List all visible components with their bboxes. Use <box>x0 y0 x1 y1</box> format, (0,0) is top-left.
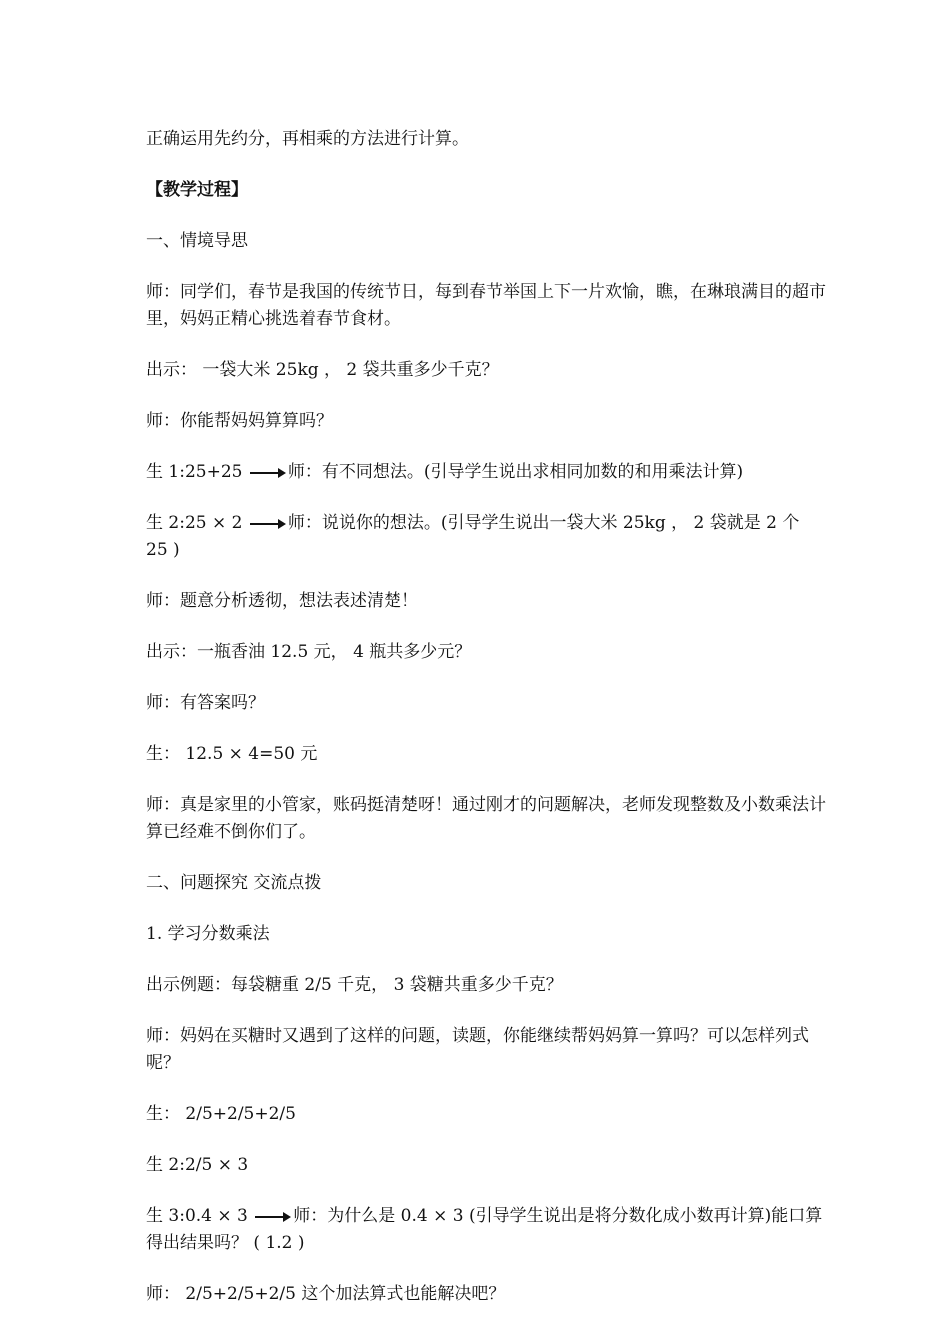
paragraph-part: 生 2:25 × 2 <box>146 513 248 533</box>
paragraph: 出示例题：每袋糖重 2/5 千克， 3 袋糖共重多少千克？ <box>146 975 563 995</box>
paragraph-part: 师：有不同想法。(引导学生说出求相同加数的和用乘法计算) <box>287 462 744 482</box>
section-title: 一、情境导思 <box>146 231 248 251</box>
paragraph-with-arrow <box>146 459 826 486</box>
paragraph-with-arrow <box>146 1203 826 1257</box>
document-body <box>146 126 826 1332</box>
paragraph: 师：有答案吗？ <box>146 693 265 713</box>
paragraph: 出示： 一袋大米 25kg ， 2 袋共重多少千克？ <box>146 360 499 380</box>
section-title: 二、问题探究 交流点拨 <box>146 873 322 893</box>
right-arrow-icon <box>249 466 287 480</box>
paragraph: 师：题意分析透彻，想法表述清楚！ <box>146 591 418 611</box>
subsection-title: 1. 学习分数乘法 <box>146 924 270 944</box>
paragraph: 正确运用先约分，再相乘的方法进行计算。 <box>146 129 469 149</box>
paragraph: 生 2:2/5 × 3 <box>146 1155 249 1175</box>
right-arrow-icon <box>249 517 287 531</box>
paragraph-part: 师：为什么是 0.4 × 3 (引导学生说出是将分数化成小数再计算)能口算得出结果吗？ ( 1.2 ) <box>146 1206 823 1253</box>
paragraph: 师： 2/5+2/5+2/5 这个加法算式也能解决吧？ <box>146 1284 506 1304</box>
paragraph: 师：你能帮妈妈算算吗？ <box>146 411 333 431</box>
paragraph: 师：真是家里的小管家，账码挺清楚呀！通过刚才的问题解决，老师发现整数及小数乘法计算已经难不倒你们了。 <box>146 795 826 842</box>
paragraph: 出示：一瓶香油 12.5 元， 4 瓶共多少元？ <box>146 642 472 662</box>
paragraph-part: 生 3:0.4 × 3 <box>146 1206 254 1226</box>
paragraph: 师：妈妈在买糖时又遇到了这样的问题，读题，你能继续帮妈妈算一算吗？可以怎样列式呢？ <box>146 1026 809 1073</box>
paragraph: 生： 2/5+2/5+2/5 <box>146 1104 296 1124</box>
right-arrow-icon <box>254 1210 292 1224</box>
paragraph: 师：同学们，春节是我国的传统节日，每到春节举国上下一片欢愉，瞧，在琳琅满目的超市里，妈妈正精心挑选着春节食材。 <box>146 282 826 329</box>
paragraph-part: 师：说说你的想法。(引导学生说出一袋大米 25kg ， 2 袋就是 2 个 25 ) <box>146 513 805 560</box>
section-heading: 【教学过程】 <box>146 180 248 200</box>
paragraph-part: 生 1:25+25 <box>146 462 248 482</box>
paragraph-with-arrow <box>146 510 826 564</box>
paragraph: 生： 12.5 × 4=50 元 <box>146 744 318 764</box>
